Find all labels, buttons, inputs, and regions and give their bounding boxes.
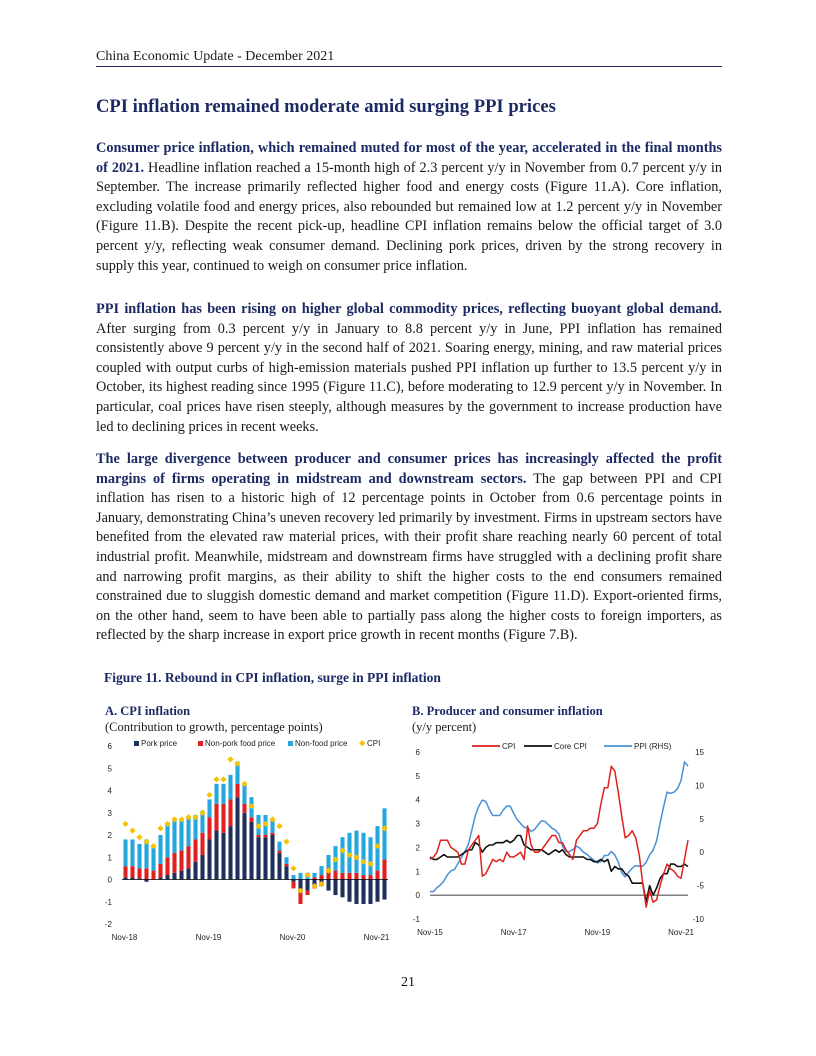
cpi-marker: [262, 821, 268, 827]
x-tick-label: Nov-19: [584, 928, 611, 937]
y-tick-label: 6: [107, 742, 112, 751]
cpi-marker: [339, 847, 345, 853]
bar-non-food-price: [326, 855, 330, 868]
panel-b-title: B. Producer and consumer inflation: [412, 704, 603, 718]
x-tick-label: Nov-21: [363, 933, 390, 942]
bar-pork-price: [347, 880, 351, 902]
cpi-marker: [374, 843, 380, 849]
bar-non-pork-food-price: [228, 799, 232, 826]
page-number: 21: [401, 975, 415, 990]
running-header: China Economic Update - December 2021: [96, 49, 335, 64]
bar-non-food-price: [207, 799, 211, 817]
bar-non-food-price: [158, 835, 162, 864]
bar-non-food-price: [298, 873, 302, 880]
cpi-marker: [129, 827, 135, 833]
bar-non-pork-food-price: [172, 853, 176, 873]
cpi-marker: [353, 854, 359, 860]
cpi-marker: [171, 816, 177, 822]
cpi-marker: [360, 859, 366, 865]
paragraph-lead: Consumer price inflation, which remained muted for most of the year, accelerated in the final months of 2021.: [96, 140, 722, 176]
bar-non-pork-food-price: [368, 875, 372, 879]
bar-non-pork-food-price: [144, 868, 148, 879]
bar-non-pork-food-price: [333, 871, 337, 880]
bar-non-pork-food-price: [137, 868, 141, 878]
bar-non-food-price: [382, 808, 386, 859]
legend-label: Core CPI: [554, 742, 587, 751]
x-tick-label: Nov-15: [417, 928, 443, 937]
legend-swatch: [359, 740, 365, 746]
bar-pork-price: [277, 853, 281, 880]
bar-non-pork-food-price: [284, 864, 288, 866]
cpi-marker: [122, 821, 128, 827]
bar-pork-price: [305, 880, 309, 891]
bar-pork-price: [193, 862, 197, 880]
panel-b-subtitle: (y/y percent): [412, 720, 477, 734]
bar-pork-price: [368, 880, 372, 904]
bar-non-food-price: [165, 824, 169, 857]
cpi-marker: [255, 823, 261, 829]
bar-pork-price: [200, 855, 204, 879]
cpi-marker: [304, 872, 310, 878]
bar-non-pork-food-price: [298, 893, 302, 904]
bar-non-food-price: [172, 819, 176, 852]
bar-non-pork-food-price: [151, 871, 155, 880]
bar-pork-price: [228, 826, 232, 879]
cpi-marker: [206, 792, 212, 798]
section-title: CPI inflation remained moderate amid surging PPI prices: [96, 96, 556, 117]
cpi-marker: [248, 803, 254, 809]
bar-non-pork-food-price: [242, 804, 246, 813]
cpi-marker: [157, 825, 163, 831]
figure-title: Figure 11. Rebound in CPI inflation, surge in PPI inflation: [104, 670, 441, 685]
bar-pork-price: [214, 831, 218, 880]
bar-pork-price: [207, 839, 211, 879]
y-tick-label: 3: [415, 819, 420, 829]
cpi-marker: [332, 856, 338, 862]
bar-non-food-price: [179, 819, 183, 850]
bar-non-food-price: [130, 839, 134, 866]
bar-non-food-price: [354, 831, 358, 873]
cpi-marker: [346, 852, 352, 858]
y2-tick-label: 5: [699, 814, 704, 824]
cpi-marker: [199, 810, 205, 816]
legend-swatch: [288, 741, 293, 746]
bar-pork-price: [263, 837, 267, 879]
cpi-marker: [381, 825, 387, 831]
bar-non-food-price: [151, 846, 155, 870]
cpi-marker: [178, 816, 184, 822]
bar-non-pork-food-price: [263, 835, 267, 837]
paragraph-body: After surging from 0.3 percent y/y in January to 8.8 percent y/y in June, PPI inflation has remained consistently above 9 percent y/y in the second half of 2021. Soaring energy, mining, and raw material prices coupled with output curbs of high-emission materials pushed PPI inflation up further to 13.5 percent y/y in October, its highest reading since 1995 (Figure 11.C), before moderating to 12.9 percent y/y in November. In particular, coal prices have risen steeply, although measures by the government to increase production have led to declining prices in recent weeks.: [96, 320, 722, 435]
bar-non-food-price: [228, 775, 232, 799]
paragraph-lead: The large divergence between producer and consumer prices has increasingly affected the profit margins of firms operating in midstream and downstream sectors.: [96, 451, 722, 487]
bar-non-pork-food-price: [375, 871, 379, 880]
bar-pork-price: [270, 835, 274, 880]
bar-pork-price: [284, 866, 288, 879]
bar-pork-price: [256, 837, 260, 879]
bar-pork-price: [326, 880, 330, 891]
y-tick-label: 2: [415, 843, 420, 853]
legend-swatch: [134, 741, 139, 746]
y2-tick-label: -5: [696, 881, 704, 891]
bar-pork-price: [221, 833, 225, 880]
legend-label: Pork price: [141, 739, 178, 748]
paragraph-cpi: [96, 139, 722, 276]
cpi-contribution-chart: [100, 734, 400, 944]
bar-pork-price: [235, 797, 239, 879]
cpi-marker: [227, 756, 233, 762]
cpi-marker: [311, 883, 317, 889]
bar-non-pork-food-price: [179, 851, 183, 871]
bar-non-food-price: [319, 866, 323, 875]
bar-non-food-price: [137, 844, 141, 868]
bar-non-pork-food-price: [319, 875, 323, 879]
cpi-marker: [213, 776, 219, 782]
bar-non-pork-food-price: [165, 857, 169, 875]
bar-non-pork-food-price: [277, 851, 281, 853]
bar-non-food-price: [277, 842, 281, 851]
bar-pork-price: [186, 868, 190, 879]
y-tick-label: 2: [107, 831, 112, 840]
bar-non-food-price: [221, 784, 225, 804]
cpi-marker: [269, 816, 275, 822]
bar-pork-price: [242, 813, 246, 880]
bar-pork-price: [340, 880, 344, 898]
cpi-marker: [234, 761, 240, 767]
paragraph-ppi: [96, 300, 722, 437]
bar-non-food-price: [312, 873, 316, 877]
y-tick-label: 0: [107, 875, 112, 885]
cpi-marker: [318, 881, 324, 887]
x-tick-label: Nov-19: [195, 933, 222, 942]
y-tick-label: 5: [415, 771, 420, 781]
paragraph-lead: PPI inflation has been rising on higher global commodity prices, reflecting buoyant global demand.: [96, 301, 722, 317]
paragraph-body: The gap between PPI and CPI inflation has risen to a historic high of 12 percentage points in October from 0.6 percentage points in January, demonstrating China’s uneven recovery led primarily by investment. Firms in upstream sectors have benefited from the elevated raw material prices, with their profit share reaching nearly 60 percent of total industrial profit. Meanwhile, midstream and downstream firms have struggled with a declining profit share and narrowing profit margins, as their ability to shift the higher costs to the end consumers remained constrained due to sluggish domestic demand and market competition (Figure 11.D). Export-oriented firms, on the other hand, seem to have been able to partially pass along the higher costs to foreign importers, as reflected by the sharp increase in export price growth in recent months (Figure 7.B).: [96, 470, 722, 644]
bar-non-food-price: [186, 817, 190, 846]
bar-non-food-price: [214, 784, 218, 804]
paragraph-divergence: [96, 450, 722, 646]
bar-non-pork-food-price: [256, 835, 260, 837]
bar-non-food-price: [291, 875, 295, 879]
bar-pork-price: [172, 873, 176, 880]
y2-tick-label: 0: [699, 848, 704, 858]
bar-non-food-price: [284, 857, 288, 864]
bar-pork-price: [361, 880, 365, 904]
cpi-marker: [367, 861, 373, 867]
x-tick-label: Nov-18: [111, 933, 138, 942]
y-tick-label: -1: [412, 915, 420, 924]
bar-pork-price: [249, 822, 253, 880]
cpi-marker: [290, 865, 296, 871]
y-tick-label: 3: [107, 808, 112, 818]
cpi-marker: [297, 888, 303, 894]
bar-non-pork-food-price: [305, 891, 309, 895]
bar-non-pork-food-price: [354, 873, 358, 880]
header-rule: [96, 66, 722, 67]
bar-non-pork-food-price: [123, 866, 127, 877]
bar-non-pork-food-price: [249, 817, 253, 821]
bar-non-pork-food-price: [193, 839, 197, 861]
bar-non-food-price: [361, 833, 365, 875]
bar-non-pork-food-price: [186, 846, 190, 868]
legend-swatch: [198, 741, 203, 746]
bar-non-pork-food-price: [291, 882, 295, 889]
bar-pork-price: [375, 880, 379, 902]
legend-label: Non-pork food price: [205, 739, 276, 748]
bar-pork-price: [354, 880, 358, 904]
bar-non-pork-food-price: [200, 833, 204, 855]
cpi-marker: [325, 867, 331, 873]
cpi-marker: [143, 839, 149, 845]
y-tick-label: -1: [104, 897, 112, 907]
x-tick-label: Nov-21: [668, 928, 694, 937]
bar-pork-price: [382, 880, 386, 900]
bar-non-pork-food-price: [130, 866, 134, 877]
y-tick-label: 1: [107, 853, 112, 863]
cpi-marker: [164, 821, 170, 827]
y2-tick-label: 10: [695, 781, 704, 791]
cpi-marker: [283, 839, 289, 845]
y-tick-label: 4: [415, 795, 420, 805]
series-line-ppi-rhs-: [430, 762, 688, 892]
bar-non-pork-food-price: [340, 873, 344, 880]
bar-non-pork-food-price: [207, 817, 211, 839]
paragraph-body: Headline inflation reached a 15-month high of 2.3 percent y/y in November from 0.7 percent y/y in September. The increase primarily reflected higher food and energy costs (Figure 11.A). Core inflation, excluding volatile food and energy prices, also rebounded but remained low at 1.2 percent y/y in November (Figure 11.B). Despite the recent pick-up, headline CPI inflation remains below the official target of 3.0 percent y/y, reflecting weak consumer demand. Declining pork prices, driven by the strong recovery in supply this year, continued to weigh on consumer price inflation.: [96, 159, 722, 274]
bar-non-food-price: [123, 839, 127, 866]
cpi-marker: [220, 776, 226, 782]
bar-non-food-price: [340, 837, 344, 873]
bar-non-pork-food-price: [158, 864, 162, 877]
bar-pork-price: [333, 880, 337, 896]
bar-non-pork-food-price: [361, 875, 365, 879]
y-tick-label: -2: [104, 920, 112, 929]
bar-non-food-price: [368, 837, 372, 875]
legend-label: CPI: [502, 742, 516, 751]
y-tick-label: 5: [107, 764, 112, 774]
panel-a-subtitle: (Contribution to growth, percentage points): [105, 720, 323, 734]
y-tick-label: 0: [415, 891, 420, 901]
y2-tick-label: -10: [692, 915, 704, 924]
legend-label: Non-food price: [295, 739, 348, 748]
cpi-marker: [185, 814, 191, 820]
y-tick-label: 4: [107, 786, 112, 796]
bar-non-pork-food-price: [382, 859, 386, 879]
x-tick-label: Nov-20: [279, 933, 306, 942]
bar-non-pork-food-price: [235, 784, 239, 797]
y-tick-label: 6: [415, 748, 420, 757]
y2-tick-label: 15: [695, 748, 704, 757]
legend-label: CPI: [367, 739, 381, 748]
cpi-marker: [192, 814, 198, 820]
producer-consumer-inflation-chart: [408, 734, 710, 944]
bar-non-pork-food-price: [270, 833, 274, 835]
cpi-marker: [136, 834, 142, 840]
bar-non-pork-food-price: [214, 804, 218, 831]
bar-pork-price: [179, 871, 183, 880]
cpi-marker: [276, 823, 282, 829]
bar-non-pork-food-price: [347, 873, 351, 880]
cpi-marker: [150, 843, 156, 849]
x-tick-label: Nov-17: [500, 928, 527, 937]
panel-a-title: A. CPI inflation: [105, 704, 191, 718]
legend-label: PPI (RHS): [634, 742, 672, 751]
y-tick-label: 1: [415, 867, 420, 877]
bar-non-pork-food-price: [221, 804, 225, 833]
cpi-marker: [241, 781, 247, 787]
bar-pork-price: [165, 875, 169, 879]
